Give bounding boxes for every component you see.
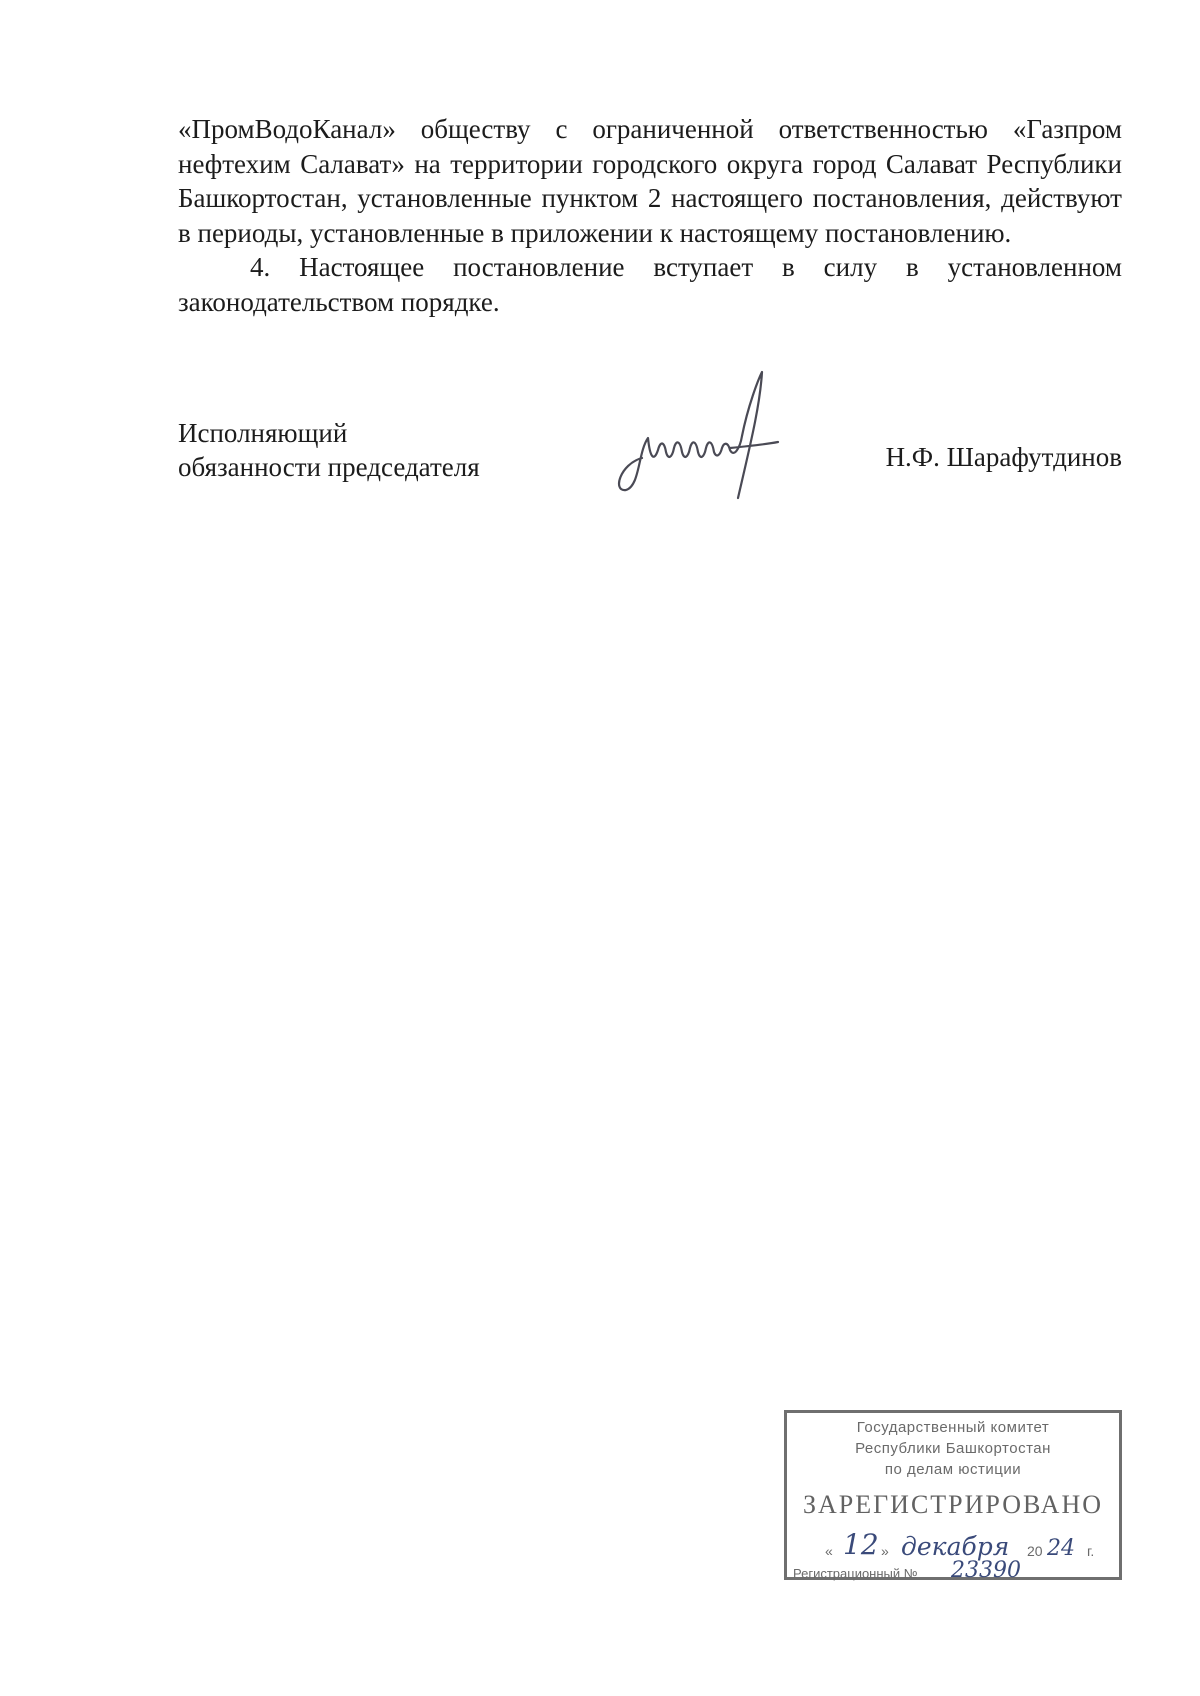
handwritten-signature	[610, 366, 780, 502]
stamp-quote-open: «	[825, 1543, 833, 1559]
stamp-reg-number: 23390	[951, 1558, 1021, 1583]
stamp-year-suffix: 24	[1047, 1536, 1075, 1561]
stamp-month: декабря	[901, 1532, 1010, 1561]
stamp-year-unit: г.	[1087, 1543, 1095, 1559]
stamp-organization	[787, 1417, 1119, 1480]
signatory-title	[178, 416, 480, 484]
stamp-day: 12	[843, 1528, 879, 1561]
signatory-title-line: Исполняющий	[178, 418, 348, 448]
stamp-org-line: Государственный комитет	[856, 1419, 1050, 1436]
stamp-registration-number	[791, 1558, 1111, 1583]
stamp-org-line: по делам юстиции	[884, 1461, 1022, 1478]
signatory-name: Н.Ф. Шарафутдинов	[885, 442, 1122, 472]
body-paragraph: «ПромВодоКанал» обществу с ограниченной ответственностью «Газпром нефтехим Салават» на территории городского округа город Салават Республики Башкортостан, установленные пунктом 2 настоящего постановления, действуют в периоды, установленные в приложении к настоящему постановлению.	[178, 114, 1122, 248]
registration-stamp	[784, 1410, 1122, 1583]
stamp-org-line: Республики Башкортостан	[855, 1440, 1051, 1457]
document-body	[178, 112, 1122, 319]
body-paragraph-clause-4: 4. Настоящее постановление вступает в силу в установленном законодательством порядке.	[178, 252, 1122, 317]
stamp-registered-label: ЗАРЕГИСТРИРОВАНО	[803, 1490, 1103, 1519]
stamp-reg-label: Регистрационный №	[793, 1566, 918, 1581]
stamp-year-prefix: 20	[1027, 1543, 1043, 1559]
stamp-quote-close: »	[881, 1543, 889, 1559]
stamp-date	[797, 1528, 1109, 1561]
signatory-title-line: обязанности председателя	[178, 452, 480, 482]
